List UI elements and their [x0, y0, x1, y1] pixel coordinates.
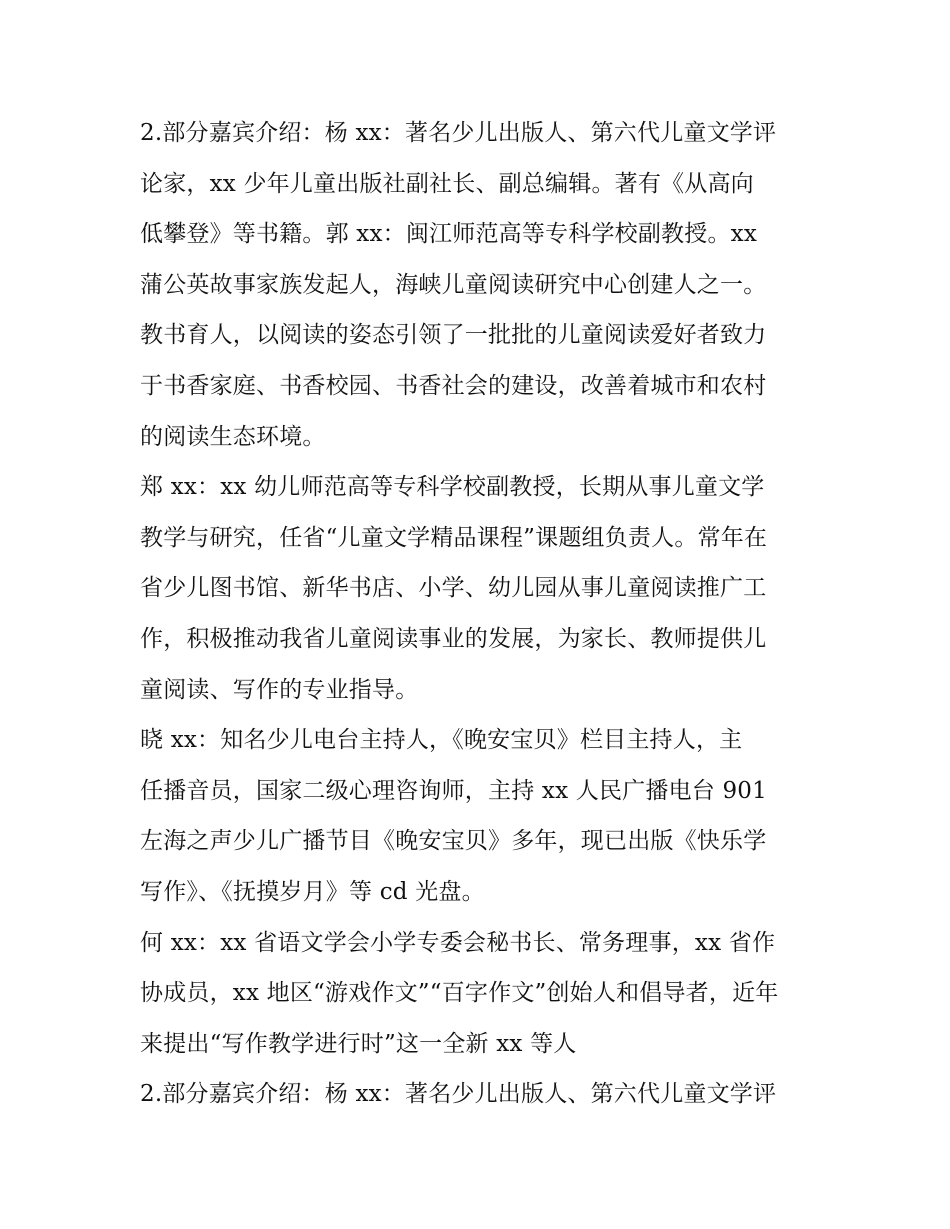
document-body: [140, 108, 820, 1120]
text-line: 来提出“写作教学进行时”这一全新 xx 等人: [140, 1030, 577, 1057]
text-line: 晓 xx：知名少儿电台主持人，《晚安宝贝》栏目主持人，主: [140, 727, 743, 754]
text-line: 任播音员，国家二级心理咨询师，主持 xx 人民广播电台 901: [140, 777, 767, 804]
text-line: 写作》、《抚摸岁月》等 cd 光盘。: [140, 878, 485, 905]
text-line: 协成员，xx 地区“游戏作文”“百字作文”创始人和倡导者，近年: [140, 980, 779, 1007]
text-line: 蒲公英故事家族发起人，海峡儿童阅读研究中心创建人之一。: [140, 271, 767, 298]
text-line: 的阅读生态环境。: [140, 423, 326, 450]
text-line: 2.部分嘉宾介绍：杨 xx：著名少儿出版人、第六代儿童文学评: [140, 120, 777, 146]
text-line: 何 xx：xx 省语文学会小学专委会秘书长、常务理事，xx 省作: [140, 929, 776, 956]
text-line: 省少儿图书馆、新华书店、小学、幼儿园从事儿童阅读推广工: [140, 575, 767, 602]
text-line: 童阅读、写作的专业指导。: [140, 676, 419, 703]
text-line: 2.部分嘉宾介绍：杨 xx：著名少儿出版人、第六代儿童文学评: [140, 1081, 777, 1108]
text-line: 论家，xx 少年儿童出版社副社长、副总编辑。著有《从高向: [140, 170, 754, 197]
text-line: 教书育人，以阅读的姿态引领了一批批的儿童阅读爱好者致力: [140, 322, 767, 349]
text-line: 低攀登》等书籍。郭 xx：闽江师范高等专科学校副教授。xx: [140, 221, 757, 248]
text-line: 作，积极推动我省儿童阅读事业的发展，为家长、教师提供儿: [140, 625, 767, 652]
text-line: 于书香家庭、书香校园、书香社会的建设，改善着城市和农村: [140, 372, 767, 399]
text-line: 教学与研究，任省“儿童文学精品课程”课题组负责人。常年在: [140, 524, 768, 551]
text-line: 左海之声少儿广播节目《晚安宝贝》多年，现已出版《快乐学: [140, 828, 767, 855]
text-line: 郑 xx：xx 幼儿师范高等专科学校副教授，长期从事儿童文学: [140, 474, 765, 501]
